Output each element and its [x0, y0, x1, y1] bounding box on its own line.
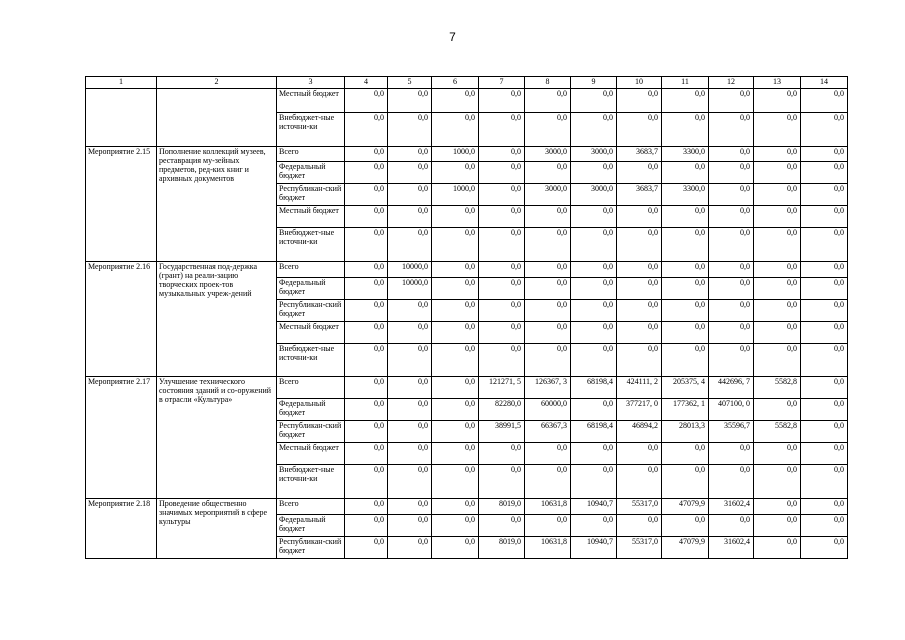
value-cell: 0,0 — [388, 147, 432, 162]
value-cell: 0,0 — [709, 515, 754, 537]
event-cell: Мероприятие 2.16 — [86, 262, 157, 377]
value-cell: 424111, 2 — [617, 377, 662, 399]
value-cell: 0,0 — [345, 184, 388, 206]
value-cell: 0,0 — [801, 499, 848, 515]
value-cell: 0,0 — [345, 399, 388, 421]
funding-source-cell: Федеральный бюджет — [277, 399, 345, 421]
value-cell: 0,0 — [525, 228, 571, 262]
value-cell: 0,0 — [617, 113, 662, 147]
value-cell: 0,0 — [617, 465, 662, 499]
value-cell: 0,0 — [525, 162, 571, 184]
value-cell: 0,0 — [662, 322, 709, 344]
value-cell: 0,0 — [801, 322, 848, 344]
value-cell: 0,0 — [479, 300, 525, 322]
value-cell: 0,0 — [345, 147, 388, 162]
value-cell: 68198,4 — [571, 421, 617, 443]
value-cell: 0,0 — [709, 162, 754, 184]
value-cell: 0,0 — [432, 515, 479, 537]
value-cell: 10631,8 — [525, 537, 571, 559]
funding-source-cell: Внебюджет-ные источни-ки — [277, 228, 345, 262]
funding-source-cell: Республикан-ский бюджет — [277, 421, 345, 443]
value-cell: 0,0 — [617, 162, 662, 184]
value-cell: 0,0 — [525, 322, 571, 344]
value-cell: 0,0 — [662, 443, 709, 465]
value-cell: 3000,0 — [525, 147, 571, 162]
value-cell: 0,0 — [662, 262, 709, 278]
value-cell: 0,0 — [571, 278, 617, 300]
value-cell: 3683,7 — [617, 184, 662, 206]
value-cell: 0,0 — [345, 322, 388, 344]
table-row — [86, 377, 848, 399]
value-cell: 0,0 — [617, 443, 662, 465]
table-row — [86, 499, 848, 515]
value-cell: 0,0 — [617, 344, 662, 377]
value-cell: 0,0 — [801, 113, 848, 147]
value-cell: 0,0 — [709, 113, 754, 147]
value-cell: 28013,3 — [662, 421, 709, 443]
value-cell: 0,0 — [388, 443, 432, 465]
value-cell: 0,0 — [432, 228, 479, 262]
column-header: 4 — [345, 77, 388, 89]
value-cell: 0,0 — [432, 443, 479, 465]
description-cell: Проведение общественно значимых мероприятий в сфере культуры — [157, 499, 277, 559]
event-cell — [86, 89, 157, 147]
funding-source-cell: Всего — [277, 147, 345, 162]
value-cell: 0,0 — [479, 278, 525, 300]
description-cell: Пополнение коллекций музеев, реставрация му-зейных предметов, ред-ких книг и архивных документов — [157, 147, 277, 262]
funding-source-cell: Республикан-ский бюджет — [277, 184, 345, 206]
value-cell: 0,0 — [801, 184, 848, 206]
value-cell: 0,0 — [617, 300, 662, 322]
value-cell: 0,0 — [801, 377, 848, 399]
value-cell: 0,0 — [388, 322, 432, 344]
value-cell: 0,0 — [571, 262, 617, 278]
funding-source-cell: Местный бюджет — [277, 322, 345, 344]
column-header: 2 — [157, 77, 277, 89]
value-cell: 0,0 — [525, 465, 571, 499]
funding-source-cell: Местный бюджет — [277, 89, 345, 113]
value-cell: 0,0 — [709, 184, 754, 206]
value-cell: 0,0 — [432, 499, 479, 515]
value-cell: 0,0 — [525, 89, 571, 113]
value-cell: 0,0 — [754, 443, 801, 465]
column-header: 9 — [571, 77, 617, 89]
value-cell: 0,0 — [432, 262, 479, 278]
event-cell: Мероприятие 2.15 — [86, 147, 157, 262]
description-cell: Государственная под-держка (грант) на реали-зацию творческих проек-тов музыкальных учреж-дений — [157, 262, 277, 377]
value-cell: 0,0 — [709, 322, 754, 344]
value-cell: 66367,3 — [525, 421, 571, 443]
value-cell: 5582,8 — [754, 377, 801, 399]
value-cell: 0,0 — [525, 206, 571, 228]
column-header: 13 — [754, 77, 801, 89]
value-cell: 0,0 — [388, 184, 432, 206]
value-cell: 0,0 — [432, 162, 479, 184]
value-cell: 0,0 — [432, 421, 479, 443]
value-cell: 10000,0 — [388, 262, 432, 278]
value-cell: 0,0 — [801, 537, 848, 559]
funding-source-cell: Внебюджет-ные источни-ки — [277, 465, 345, 499]
value-cell: 0,0 — [662, 162, 709, 184]
value-cell: 0,0 — [571, 465, 617, 499]
value-cell: 0,0 — [388, 344, 432, 377]
value-cell: 47079,9 — [662, 537, 709, 559]
value-cell: 0,0 — [432, 344, 479, 377]
value-cell: 0,0 — [754, 262, 801, 278]
value-cell: 0,0 — [345, 537, 388, 559]
value-cell: 10000,0 — [388, 278, 432, 300]
value-cell: 10940,7 — [571, 499, 617, 515]
value-cell: 442696, 7 — [709, 377, 754, 399]
value-cell: 0,0 — [617, 228, 662, 262]
column-header: 12 — [709, 77, 754, 89]
value-cell: 1000,0 — [432, 147, 479, 162]
value-cell: 3300,0 — [662, 147, 709, 162]
funding-source-cell: Всего — [277, 262, 345, 278]
funding-source-cell: Республикан-ский бюджет — [277, 300, 345, 322]
funding-source-cell: Всего — [277, 377, 345, 399]
value-cell: 0,0 — [388, 499, 432, 515]
value-cell: 0,0 — [388, 89, 432, 113]
value-cell: 0,0 — [525, 344, 571, 377]
value-cell: 0,0 — [479, 228, 525, 262]
value-cell: 0,0 — [479, 344, 525, 377]
value-cell: 0,0 — [432, 278, 479, 300]
funding-source-cell: Федеральный бюджет — [277, 162, 345, 184]
value-cell: 0,0 — [479, 443, 525, 465]
value-cell: 0,0 — [617, 89, 662, 113]
value-cell: 0,0 — [754, 228, 801, 262]
value-cell: 0,0 — [432, 300, 479, 322]
value-cell: 55317,0 — [617, 537, 662, 559]
value-cell: 38991,5 — [479, 421, 525, 443]
value-cell: 3683,7 — [617, 147, 662, 162]
value-cell: 407100, 0 — [709, 399, 754, 421]
value-cell: 126367, 3 — [525, 377, 571, 399]
value-cell: 3000,0 — [525, 184, 571, 206]
value-cell: 0,0 — [801, 206, 848, 228]
value-cell: 0,0 — [617, 262, 662, 278]
value-cell: 0,0 — [571, 228, 617, 262]
value-cell: 0,0 — [345, 515, 388, 537]
value-cell: 47079,9 — [662, 499, 709, 515]
header-row — [86, 77, 848, 89]
value-cell: 0,0 — [388, 465, 432, 499]
value-cell: 0,0 — [617, 322, 662, 344]
value-cell: 0,0 — [345, 278, 388, 300]
value-cell: 0,0 — [388, 421, 432, 443]
value-cell: 0,0 — [801, 300, 848, 322]
value-cell: 0,0 — [525, 278, 571, 300]
value-cell: 3000,0 — [571, 147, 617, 162]
value-cell: 121271, 5 — [479, 377, 525, 399]
value-cell: 0,0 — [525, 300, 571, 322]
column-header: 8 — [525, 77, 571, 89]
value-cell: 68198,4 — [571, 377, 617, 399]
value-cell: 0,0 — [432, 377, 479, 399]
value-cell: 0,0 — [571, 206, 617, 228]
value-cell: 0,0 — [754, 147, 801, 162]
value-cell: 0,0 — [801, 465, 848, 499]
value-cell: 0,0 — [754, 300, 801, 322]
column-header: 1 — [86, 77, 157, 89]
value-cell: 0,0 — [479, 89, 525, 113]
value-cell: 0,0 — [662, 206, 709, 228]
value-cell: 0,0 — [662, 515, 709, 537]
value-cell: 0,0 — [479, 162, 525, 184]
column-header: 5 — [388, 77, 432, 89]
value-cell: 0,0 — [479, 515, 525, 537]
value-cell: 0,0 — [617, 278, 662, 300]
value-cell: 10940,7 — [571, 537, 617, 559]
value-cell: 0,0 — [432, 206, 479, 228]
value-cell: 0,0 — [754, 162, 801, 184]
value-cell: 177362, 1 — [662, 399, 709, 421]
value-cell: 0,0 — [345, 162, 388, 184]
value-cell: 0,0 — [479, 113, 525, 147]
value-cell: 31602,4 — [709, 537, 754, 559]
value-cell: 0,0 — [345, 344, 388, 377]
value-cell: 0,0 — [801, 443, 848, 465]
value-cell: 0,0 — [801, 262, 848, 278]
funding-source-cell: Местный бюджет — [277, 443, 345, 465]
value-cell: 35596,7 — [709, 421, 754, 443]
value-cell: 8019,0 — [479, 537, 525, 559]
event-cell: Мероприятие 2.18 — [86, 499, 157, 559]
value-cell: 0,0 — [754, 515, 801, 537]
value-cell: 0,0 — [388, 300, 432, 322]
value-cell: 5582,8 — [754, 421, 801, 443]
value-cell: 0,0 — [432, 113, 479, 147]
funding-source-cell: Федеральный бюджет — [277, 515, 345, 537]
value-cell: 82280,0 — [479, 399, 525, 421]
value-cell: 0,0 — [432, 89, 479, 113]
value-cell: 0,0 — [345, 443, 388, 465]
value-cell: 0,0 — [525, 262, 571, 278]
value-cell: 0,0 — [801, 515, 848, 537]
value-cell: 0,0 — [662, 89, 709, 113]
column-header: 3 — [277, 77, 345, 89]
value-cell: 0,0 — [662, 113, 709, 147]
value-cell: 3300,0 — [662, 184, 709, 206]
value-cell: 0,0 — [709, 206, 754, 228]
value-cell: 0,0 — [525, 443, 571, 465]
value-cell: 0,0 — [388, 228, 432, 262]
value-cell: 46894,2 — [617, 421, 662, 443]
value-cell: 0,0 — [571, 162, 617, 184]
value-cell: 0,0 — [571, 113, 617, 147]
value-cell: 0,0 — [709, 443, 754, 465]
value-cell: 0,0 — [801, 228, 848, 262]
value-cell: 1000,0 — [432, 184, 479, 206]
value-cell: 0,0 — [709, 344, 754, 377]
value-cell: 0,0 — [801, 89, 848, 113]
value-cell: 0,0 — [709, 89, 754, 113]
column-header: 14 — [801, 77, 848, 89]
column-header: 11 — [662, 77, 709, 89]
event-cell: Мероприятие 2.17 — [86, 377, 157, 499]
table-row — [86, 262, 848, 278]
value-cell: 0,0 — [345, 228, 388, 262]
value-cell: 0,0 — [754, 499, 801, 515]
value-cell: 205375, 4 — [662, 377, 709, 399]
value-cell: 0,0 — [432, 322, 479, 344]
value-cell: 0,0 — [345, 262, 388, 278]
funding-source-cell: Внебюджет-ные источни-ки — [277, 113, 345, 147]
funding-source-cell: Всего — [277, 499, 345, 515]
value-cell: 0,0 — [388, 162, 432, 184]
value-cell: 0,0 — [662, 344, 709, 377]
value-cell: 0,0 — [345, 465, 388, 499]
value-cell: 0,0 — [388, 537, 432, 559]
value-cell: 55317,0 — [617, 499, 662, 515]
column-header: 7 — [479, 77, 525, 89]
value-cell: 0,0 — [388, 399, 432, 421]
value-cell: 0,0 — [571, 322, 617, 344]
value-cell: 0,0 — [432, 399, 479, 421]
value-cell: 0,0 — [388, 377, 432, 399]
funding-source-cell: Местный бюджет — [277, 206, 345, 228]
value-cell: 0,0 — [525, 113, 571, 147]
value-cell: 0,0 — [571, 515, 617, 537]
value-cell: 0,0 — [754, 206, 801, 228]
column-header: 10 — [617, 77, 662, 89]
value-cell: 0,0 — [571, 399, 617, 421]
value-cell: 10631,8 — [525, 499, 571, 515]
value-cell: 0,0 — [432, 537, 479, 559]
description-cell — [157, 89, 277, 147]
value-cell: 0,0 — [662, 300, 709, 322]
value-cell: 0,0 — [345, 499, 388, 515]
value-cell: 0,0 — [479, 262, 525, 278]
value-cell: 0,0 — [801, 421, 848, 443]
value-cell: 0,0 — [754, 278, 801, 300]
value-cell: 0,0 — [754, 89, 801, 113]
value-cell: 0,0 — [479, 465, 525, 499]
value-cell: 60000,0 — [525, 399, 571, 421]
value-cell: 0,0 — [801, 147, 848, 162]
value-cell: 0,0 — [479, 147, 525, 162]
value-cell: 0,0 — [754, 465, 801, 499]
value-cell: 0,0 — [345, 300, 388, 322]
value-cell: 0,0 — [345, 113, 388, 147]
value-cell: 0,0 — [525, 515, 571, 537]
value-cell: 0,0 — [754, 344, 801, 377]
value-cell: 3000,0 — [571, 184, 617, 206]
column-header: 6 — [432, 77, 479, 89]
value-cell: 0,0 — [571, 344, 617, 377]
value-cell: 0,0 — [617, 515, 662, 537]
value-cell: 0,0 — [709, 228, 754, 262]
value-cell: 0,0 — [662, 278, 709, 300]
value-cell: 0,0 — [801, 278, 848, 300]
value-cell: 0,0 — [479, 184, 525, 206]
value-cell: 0,0 — [571, 89, 617, 113]
value-cell: 0,0 — [709, 300, 754, 322]
value-cell: 0,0 — [709, 262, 754, 278]
value-cell: 0,0 — [571, 300, 617, 322]
funding-source-cell: Внебюджет-ные источни-ки — [277, 344, 345, 377]
description-cell: Улучшение технического состояния зданий и со-оружений в отрасли «Культура» — [157, 377, 277, 499]
value-cell: 0,0 — [617, 206, 662, 228]
value-cell: 0,0 — [754, 184, 801, 206]
value-cell: 0,0 — [345, 421, 388, 443]
value-cell: 0,0 — [754, 113, 801, 147]
table-row — [86, 147, 848, 162]
value-cell: 0,0 — [345, 377, 388, 399]
value-cell: 0,0 — [479, 322, 525, 344]
value-cell: 0,0 — [388, 515, 432, 537]
value-cell: 0,0 — [345, 206, 388, 228]
budget-table — [85, 76, 848, 559]
value-cell: 0,0 — [709, 278, 754, 300]
value-cell: 0,0 — [571, 443, 617, 465]
value-cell: 0,0 — [801, 344, 848, 377]
table-row — [86, 89, 848, 113]
value-cell: 0,0 — [662, 228, 709, 262]
value-cell: 0,0 — [662, 465, 709, 499]
funding-source-cell: Республикан-ский бюджет — [277, 537, 345, 559]
value-cell: 0,0 — [801, 162, 848, 184]
value-cell: 0,0 — [754, 399, 801, 421]
value-cell: 0,0 — [345, 89, 388, 113]
value-cell: 0,0 — [709, 465, 754, 499]
value-cell: 31602,4 — [709, 499, 754, 515]
value-cell: 377217, 0 — [617, 399, 662, 421]
value-cell: 0,0 — [709, 147, 754, 162]
value-cell: 0,0 — [754, 537, 801, 559]
page-number: 7 — [449, 30, 456, 44]
value-cell: 0,0 — [388, 206, 432, 228]
value-cell: 0,0 — [479, 206, 525, 228]
value-cell: 0,0 — [432, 465, 479, 499]
funding-source-cell: Федеральный бюджет — [277, 278, 345, 300]
value-cell: 0,0 — [388, 113, 432, 147]
value-cell: 8019,0 — [479, 499, 525, 515]
value-cell: 0,0 — [754, 322, 801, 344]
value-cell: 0,0 — [801, 399, 848, 421]
